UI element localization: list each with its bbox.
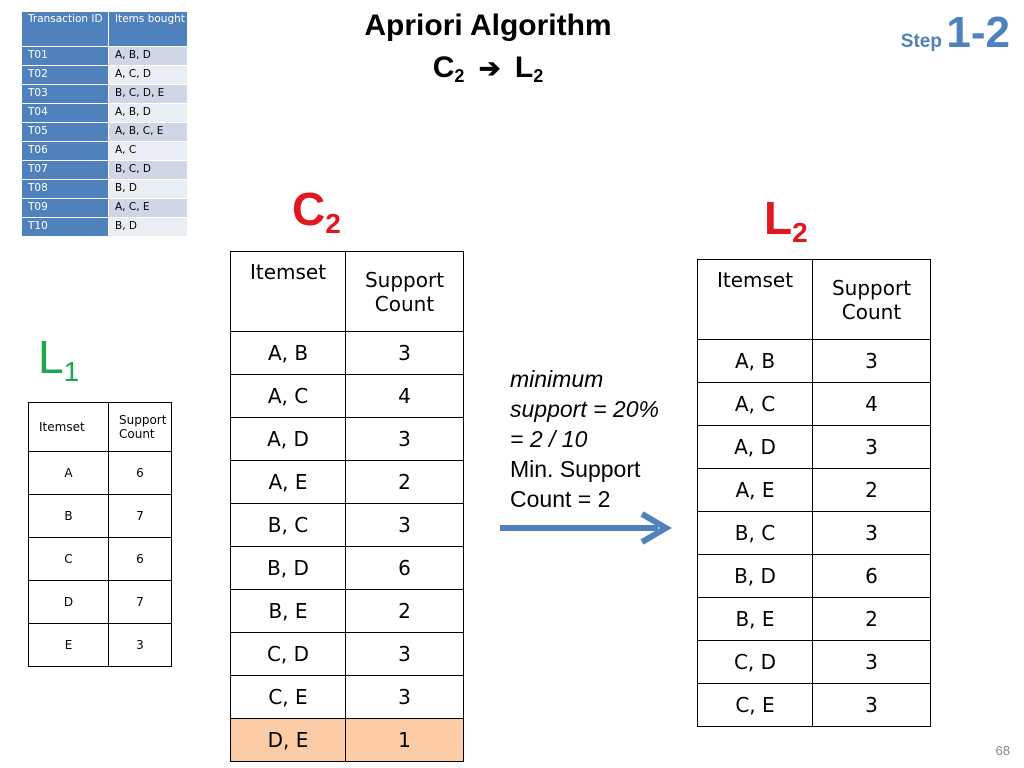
c2-count-cell: 2 bbox=[346, 461, 464, 504]
note-line-2: support = 20% bbox=[510, 396, 659, 422]
l1-itemset-cell: A bbox=[29, 452, 109, 495]
c2-count-cell: 1 bbox=[346, 719, 464, 762]
l2-itemset-cell: A, E bbox=[698, 469, 813, 512]
l2-count-cell: 2 bbox=[813, 598, 931, 641]
l2-itemset-cell: B, E bbox=[698, 598, 813, 641]
l2-row bbox=[698, 641, 931, 684]
subtitle-c-sub: 2 bbox=[454, 66, 465, 86]
l2-count-cell: 4 bbox=[813, 383, 931, 426]
c2-sub: 2 bbox=[325, 208, 341, 239]
c2-count-cell: 4 bbox=[346, 375, 464, 418]
subtitle-l: L bbox=[514, 51, 534, 84]
c2-itemset-cell: A, C bbox=[231, 375, 346, 418]
l2-support-header: Support Count bbox=[813, 260, 931, 340]
transaction-row bbox=[22, 218, 188, 237]
c2-row bbox=[231, 461, 464, 504]
page-number: 68 bbox=[995, 743, 1010, 758]
l1-row bbox=[29, 452, 172, 495]
l2-count-cell: 3 bbox=[813, 426, 931, 469]
l2-count-cell: 2 bbox=[813, 469, 931, 512]
l1-sub: 1 bbox=[63, 356, 80, 387]
l1-row bbox=[29, 624, 172, 667]
l2-row bbox=[698, 340, 931, 383]
transaction-id: T10 bbox=[22, 218, 109, 237]
l1-label bbox=[38, 332, 79, 397]
c2-itemset-header: Itemset bbox=[231, 252, 346, 332]
transaction-id: T01 bbox=[22, 47, 109, 66]
c2-count-cell: 6 bbox=[346, 547, 464, 590]
slide-title: Apriori Algorithm bbox=[364, 9, 612, 42]
transaction-items: A, B, C, E bbox=[109, 123, 188, 142]
transaction-row bbox=[22, 47, 188, 66]
transaction-id: T02 bbox=[22, 66, 109, 85]
l2-itemset-cell: A, D bbox=[698, 426, 813, 469]
c2-itemset-cell: B, E bbox=[231, 590, 346, 633]
c2-itemset-cell: B, D bbox=[231, 547, 346, 590]
transaction-id: T03 bbox=[22, 85, 109, 104]
c2-itemset-cell: A, B bbox=[231, 332, 346, 375]
c2-itemset-cell: C, D bbox=[231, 633, 346, 676]
transaction-id: T07 bbox=[22, 161, 109, 180]
l2-row bbox=[698, 426, 931, 469]
l1-itemset-cell: E bbox=[29, 624, 109, 667]
l2-label bbox=[764, 193, 808, 258]
c2-label bbox=[292, 184, 341, 249]
c2-row bbox=[231, 633, 464, 676]
c2-itemset-cell: A, E bbox=[231, 461, 346, 504]
l2-row bbox=[698, 555, 931, 598]
l2-count-cell: 3 bbox=[813, 641, 931, 684]
c2-row bbox=[231, 332, 464, 375]
c2-count-cell: 3 bbox=[346, 504, 464, 547]
transaction-items: A, B, D bbox=[109, 104, 188, 123]
transaction-id: T05 bbox=[22, 123, 109, 142]
step-number: 1-2 bbox=[946, 8, 1010, 57]
c2-row bbox=[231, 547, 464, 590]
right-arrow-icon bbox=[498, 510, 678, 550]
subtitle-c: C bbox=[432, 51, 455, 84]
transaction-items: B, C, D, E bbox=[109, 85, 188, 104]
l2-itemset-cell: A, C bbox=[698, 383, 813, 426]
c2-itemset-cell: B, C bbox=[231, 504, 346, 547]
l1-table bbox=[28, 402, 172, 667]
c2-letter: C bbox=[292, 183, 326, 235]
c2-table bbox=[230, 251, 464, 762]
c2-count-cell: 3 bbox=[346, 633, 464, 676]
l1-row bbox=[29, 581, 172, 624]
transaction-items: A, B, D bbox=[109, 47, 188, 66]
transaction-items: B, D bbox=[109, 180, 188, 199]
note-line-4: Min. Support bbox=[510, 456, 641, 482]
min-support-note bbox=[510, 364, 659, 514]
l1-count-cell: 7 bbox=[109, 495, 172, 538]
l1-count-cell: 7 bbox=[109, 581, 172, 624]
c2-itemset-cell: A, D bbox=[231, 418, 346, 461]
c2-row bbox=[231, 504, 464, 547]
l1-support-header: Support Count bbox=[109, 403, 172, 452]
transaction-table bbox=[21, 11, 188, 237]
c2-support-header: Support Count bbox=[346, 252, 464, 332]
l2-table bbox=[697, 259, 931, 727]
transaction-id: T09 bbox=[22, 199, 109, 218]
c2-count-cell: 3 bbox=[346, 676, 464, 719]
c2-count-cell: 2 bbox=[346, 590, 464, 633]
transaction-row bbox=[22, 161, 188, 180]
transaction-row bbox=[22, 104, 188, 123]
transaction-row bbox=[22, 199, 188, 218]
c2-count-cell: 3 bbox=[346, 418, 464, 461]
l2-itemset-cell: B, C bbox=[698, 512, 813, 555]
subtitle-arrow-icon: ➔ bbox=[478, 53, 501, 83]
c2-itemset-cell: D, E bbox=[231, 719, 346, 762]
items-bought-header: Items bought bbox=[109, 12, 188, 47]
c2-table-header bbox=[231, 252, 464, 332]
transaction-id: T08 bbox=[22, 180, 109, 199]
l1-itemset-cell: C bbox=[29, 538, 109, 581]
l2-row bbox=[698, 512, 931, 555]
step-indicator bbox=[901, 8, 1010, 58]
slide-subtitle bbox=[330, 48, 646, 96]
l1-letter: L bbox=[38, 331, 64, 383]
l1-count-cell: 6 bbox=[109, 452, 172, 495]
transaction-id: T06 bbox=[22, 142, 109, 161]
l2-row bbox=[698, 383, 931, 426]
step-word: Step bbox=[900, 31, 942, 52]
transaction-row bbox=[22, 66, 188, 85]
l2-count-cell: 3 bbox=[813, 512, 931, 555]
subtitle-l-sub: 2 bbox=[533, 66, 544, 86]
transaction-items: A, C bbox=[109, 142, 188, 161]
l1-row bbox=[29, 538, 172, 581]
l2-table-header bbox=[698, 260, 931, 340]
l2-itemset-cell: B, D bbox=[698, 555, 813, 598]
l1-table-header bbox=[29, 403, 172, 452]
l2-itemset-cell: C, D bbox=[698, 641, 813, 684]
c2-row bbox=[231, 676, 464, 719]
l1-itemset-cell: D bbox=[29, 581, 109, 624]
note-line-5: Count = 2 bbox=[510, 486, 611, 512]
note-line-1: minimum bbox=[510, 366, 604, 392]
transaction-id-header: Transaction ID bbox=[22, 12, 109, 47]
transaction-row bbox=[22, 123, 188, 142]
transaction-row bbox=[22, 180, 188, 199]
l1-count-cell: 6 bbox=[109, 538, 172, 581]
c2-count-cell: 3 bbox=[346, 332, 464, 375]
l2-count-cell: 3 bbox=[813, 684, 931, 727]
note-line-3: = 2 / 10 bbox=[510, 426, 588, 452]
transaction-items: B, C, D bbox=[109, 161, 188, 180]
c2-row bbox=[231, 418, 464, 461]
l1-itemset-cell: B bbox=[29, 495, 109, 538]
c2-itemset-cell: C, E bbox=[231, 676, 346, 719]
l1-itemset-header: Itemset bbox=[29, 403, 109, 452]
c2-row bbox=[231, 590, 464, 633]
l2-itemset-cell: C, E bbox=[698, 684, 813, 727]
l2-row bbox=[698, 469, 931, 512]
l2-count-cell: 3 bbox=[813, 340, 931, 383]
transaction-items: B, D bbox=[109, 218, 188, 237]
transaction-row bbox=[22, 85, 188, 104]
l2-itemset-header: Itemset bbox=[698, 260, 813, 340]
transaction-id: T04 bbox=[22, 104, 109, 123]
c2-row bbox=[231, 719, 464, 762]
l2-sub: 2 bbox=[792, 217, 808, 248]
transaction-row bbox=[22, 142, 188, 161]
transaction-items: A, C, E bbox=[109, 199, 188, 218]
l2-letter: L bbox=[764, 192, 793, 244]
l2-itemset-cell: A, B bbox=[698, 340, 813, 383]
l1-row bbox=[29, 495, 172, 538]
transaction-table-header bbox=[22, 12, 188, 47]
transaction-items: A, C, D bbox=[109, 66, 188, 85]
l2-count-cell: 6 bbox=[813, 555, 931, 598]
l1-count-cell: 3 bbox=[109, 624, 172, 667]
l2-row bbox=[698, 598, 931, 641]
c2-row bbox=[231, 375, 464, 418]
l2-row bbox=[698, 684, 931, 727]
